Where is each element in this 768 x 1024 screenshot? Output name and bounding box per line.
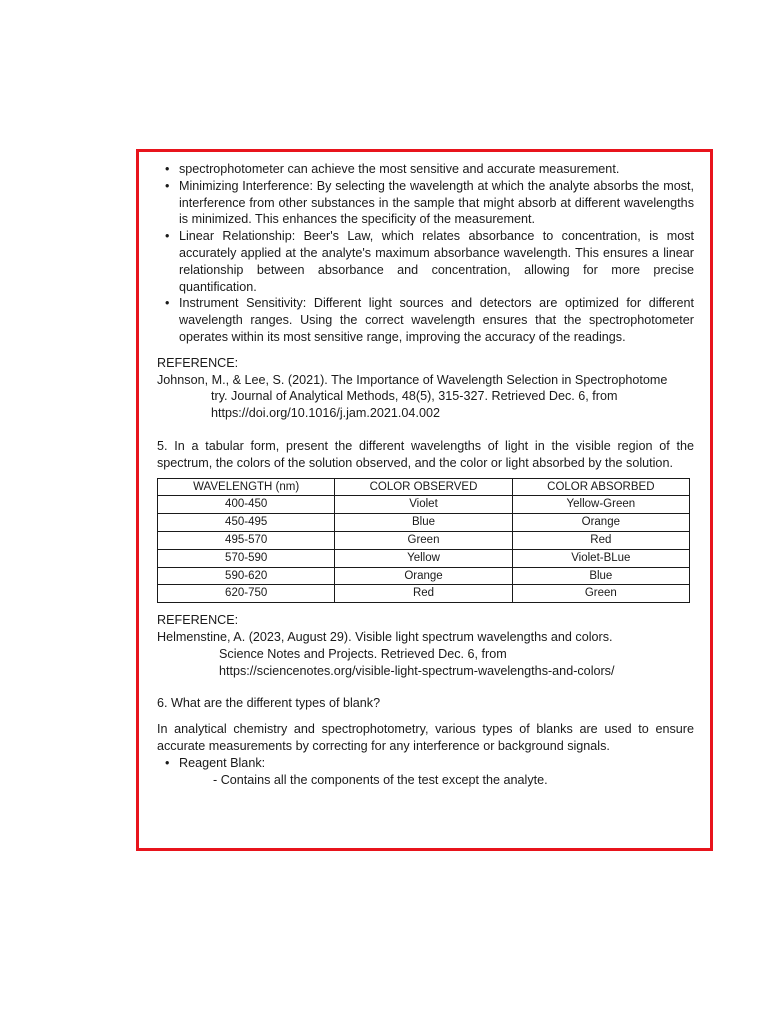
- table-row: [158, 531, 690, 549]
- blank-types-list: [157, 755, 694, 772]
- reference-heading: REFERENCE:: [157, 613, 239, 628]
- table-cell: 400-450: [158, 496, 335, 514]
- blank-type-title: Reagent Blank:: [179, 755, 266, 770]
- reference-citation-line: Science Notes and Projects. Retrieved Dec. 6, from: [219, 646, 507, 661]
- reference-citation-line: Helmenstine, A. (2023, August 29). Visible light spectrum wavelengths and colors.: [157, 629, 613, 644]
- question-5: 5. In a tabular form, present the different wavelengths of light in the visible region of the spectrum, the colors of the solution observed, and the color or light absorbed by the solution.: [157, 438, 694, 470]
- table-row: [158, 549, 690, 567]
- table-cell: 570-590: [158, 549, 335, 567]
- table-cell: Green: [335, 531, 512, 549]
- list-item: • spectrophotometer can achieve the most sensitive and accurate measurement.: [179, 161, 694, 178]
- table-row: [158, 496, 690, 514]
- reference-heading: REFERENCE:: [157, 355, 239, 370]
- list-item: • Instrument Sensitivity: Different light sources and detectors are optimized for different wavelength ranges. Using the correct wavelength ensures that the spectrophotometer operates within its most sensitive range, improving the accuracy of the readings.: [179, 295, 694, 345]
- reference-url: https://sciencenotes.org/visible-light-spectrum-wavelengths-and-colors/: [219, 663, 615, 678]
- table-cell: Orange: [335, 567, 512, 585]
- table-cell: Red: [512, 531, 689, 549]
- reference-url: https://doi.org/10.1016/j.jam.2021.04.002: [211, 406, 440, 421]
- column-header: WAVELENGTH (nm): [158, 478, 335, 496]
- reference-block-1: [157, 355, 694, 422]
- question-6: 6. What are the different types of blank?: [157, 696, 381, 711]
- table-cell: Blue: [335, 514, 512, 532]
- table-row: [158, 567, 690, 585]
- reference-block-2: [157, 612, 694, 679]
- column-header: COLOR ABSORBED: [512, 478, 689, 496]
- table-cell: Red: [335, 585, 512, 603]
- table-cell: 620-750: [158, 585, 335, 603]
- table-cell: 495-570: [158, 531, 335, 549]
- column-header: COLOR OBSERVED: [335, 478, 512, 496]
- table-row: [158, 514, 690, 532]
- table-cell: Yellow-Green: [512, 496, 689, 514]
- reference-citation-line: try. Journal of Analytical Methods, 48(5), 315-327. Retrieved Dec. 6, from: [211, 389, 618, 404]
- reference-citation-line: Johnson, M., & Lee, S. (2021). The Importance of Wavelength Selection in Spectrophotome: [157, 372, 668, 387]
- list-item: [179, 755, 694, 772]
- blank-type-detail: - Contains all the components of the test except the analyte.: [213, 772, 548, 787]
- table-cell: Violet: [335, 496, 512, 514]
- table-cell: Orange: [512, 514, 689, 532]
- table-cell: Yellow: [335, 549, 512, 567]
- table-cell: Green: [512, 585, 689, 603]
- list-item: • Linear Relationship: Beer's Law, which relates absorbance to concentration, is most accurately applied at the analyte's maximum absorbance wavelength. This ensures a linear relationship between absorbance and concentration, allowing for more precise quantification.: [179, 228, 694, 295]
- document-content: [157, 161, 694, 788]
- table-row: [158, 585, 690, 603]
- wavelength-color-table: [157, 478, 690, 604]
- table-header-row: [158, 478, 690, 496]
- table-cell: 450-495: [158, 514, 335, 532]
- table-cell: Violet-BLue: [512, 549, 689, 567]
- list-item: • Minimizing Interference: By selecting the wavelength at which the analyte absorbs the most, interference from other substances in the sample that might absorb at different wavelengths is minimized. This enhances the specificity of the measurement.: [179, 178, 694, 228]
- importance-bullet-list: [157, 161, 694, 346]
- question-6-intro: In analytical chemistry and spectrophotometry, various types of blanks are used to ensure accurate measurements by correcting for any interference or background signals.: [157, 722, 694, 753]
- table-cell: 590-620: [158, 567, 335, 585]
- table-cell: Blue: [512, 567, 689, 585]
